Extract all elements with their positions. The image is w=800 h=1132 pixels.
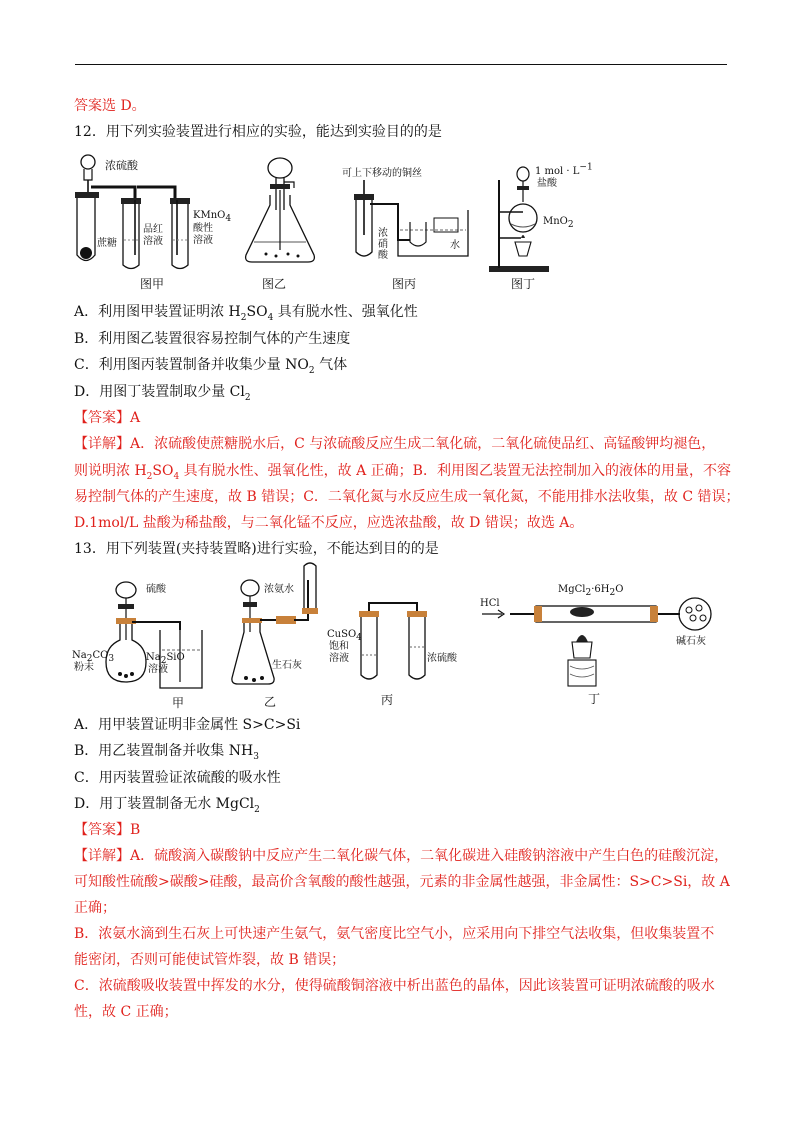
label-solution: 溶液 [148,664,168,675]
label-mgcl2-6h2o: $MgCl_2\cdot 6H_2O$ [558,584,624,598]
q12-answer: 【答案】A [74,410,141,426]
label-sulfuric-acid: 硫酸 [146,584,166,595]
q12-option-b: B．利用图乙装置很容易控制气体的产生速度 [74,331,351,347]
label-water: 水 [450,240,460,251]
caption-tu-jia: 图甲 [140,277,165,291]
header-rule [75,64,727,65]
caption-yi: 乙 [264,695,277,709]
label-conc-h2so4: 浓硫酸 [105,159,138,172]
q12-explain-2: 则说明浓 $H_2SO_4$ 具有脱水性、强氧化性，故 A 正确；B．利用图乙装置无法控制加入的液体的用量，不容 [74,463,731,482]
label-quicklime: 生石灰 [272,660,302,671]
q12-figure-yi [240,150,320,290]
label-acidic: 酸性 [193,223,213,234]
q13-yi-apparatus [228,560,338,700]
caption-bing: 丙 [381,693,394,707]
caption-tu-bing: 图丙 [392,277,417,291]
q12-option-a: A．利用图甲装置证明浓 $H_2SO_4$ 具有脱水性、强氧化性 [74,304,418,323]
q12-yi-apparatus [240,150,320,290]
label-soda-lime: 碱石灰 [676,636,706,647]
caption-ding: 丁 [588,692,601,706]
label-movable-copper: 可上下移动的铜丝 [342,168,422,179]
q12-figure-jia [75,150,255,290]
label-hcl: HCl [480,598,500,609]
label-solution-2: 溶液 [193,235,213,246]
label-cuso4: CuSO$_4$ [327,629,362,643]
q13-explain-3: 正确； [74,900,116,916]
q12-option-c: C．利用图丙装置制备并收集少量 $NO_2$ 气体 [74,357,348,376]
q12-explain-1: 【详解】A．浓硫酸使蔗糖脱水后，C 与浓硫酸反应生成二氧化硫，二氧化硫使品红、高锰酸钾均褪色， [74,436,716,452]
label-nong: 浓 [378,228,388,239]
label-sucrose: 蔗糖 [97,238,117,249]
label-suan: 酸 [378,250,388,261]
label-na2sio: $Na_2SiO$ [146,652,185,666]
q13-explain-5: 能密闭，否则可能使试管炸裂，故 B 错误； [74,952,346,968]
label-pinhong: 品红 [143,224,163,235]
label-ammonia: 浓氨水 [264,584,294,595]
q13-explain-7: 性，故 C 正确； [74,1004,178,1020]
label-hydrochloric-acid: 盐酸 [537,178,557,189]
label-1mol-l: 1 mol · $L^{-1}$ [535,162,593,177]
q13-explain-2: 可知酸性硫酸>碳酸>硅酸，最高价含氧酸的酸性越强，元素的非金属性越强，非金属性：S>C>Si，故 A [74,874,730,890]
label-na2co3: $Na_2CO_3$ [72,650,115,664]
q13-figure-yi [228,560,338,709]
q13-option-b: B．用乙装置制备并收集 $NH_3$ [74,743,259,762]
q12-explain-4: D.1mol/L 盐酸为稀盐酸，与二氧化锰不反应，应选浓盐酸，故 D 错误；故选 A。 [74,515,584,531]
q13-stem: 13．用下列装置(夹持装置略)进行实验，不能达到目的的是 [74,541,439,557]
q13-option-d: D．用丁装置制备无水 MgCl$_2$ [74,796,260,815]
q13-jia-apparatus [70,570,220,700]
q13-explain-4: B．浓氨水滴到生石灰上可快速产生氨气，氨气密度比空气小，应采用向下排空气法收集，但收集装置不 [74,926,715,942]
q13-answer: 【答案】B [74,822,141,838]
q13-figure-jia [70,570,220,710]
label-xiao: 硝 [378,239,388,250]
q12-explain-3: 易控制气体的产生速度，故 B 错误；C．二氧化氮与水反应生成一氧化氮，不能用排水法收集，故 C 错误； [74,489,740,505]
q12-bing-apparatus [338,160,488,290]
caption-tu-yi: 图乙 [262,277,287,291]
q12-option-d: D．用图丁装置制取少量 $Cl_2$ [74,384,251,403]
q12-stem: 12．用下列实验装置进行相应的实验，能达到实验目的的是 [74,124,442,140]
label-solution-bing: 溶液 [329,653,349,664]
q13-option-a: A．用甲装置证明非金属性 S>C>Si [74,717,301,733]
q13-explain-6: C．浓硫酸吸收装置中挥发的水分，使得硫酸铜溶液中析出蓝色的晶体，因此该装置可证明浓硫酸的吸水 [74,978,715,994]
label-solution-1: 溶液 [143,236,163,247]
q13-figure-bing [325,595,465,707]
label-kmno4: KMnO$_4$ [193,210,232,224]
caption-jia: 甲 [172,696,185,710]
label-mno2: MnO$_2$ [543,216,574,230]
label-conc-sulfuric: 浓硫酸 [427,653,457,664]
q13-explain-1: 【详解】A．硫酸滴入碳酸钠中反应产生二氧化碳气体，二氧化碳进入硅酸钠溶液中产生白色的硅酸沉淀， [74,848,729,864]
label-powder: 粉末 [74,662,94,673]
q12-figure-bing [338,160,488,290]
previous-answer: 答案选 D。 [74,98,146,114]
caption-tu-ding: 图丁 [511,277,536,291]
q13-option-c: C．用丙装置验证浓硫酸的吸水性 [74,770,281,786]
label-saturated: 饱和 [329,641,349,652]
q12-figure-ding [485,160,595,290]
q13-figure-ding [480,580,720,706]
